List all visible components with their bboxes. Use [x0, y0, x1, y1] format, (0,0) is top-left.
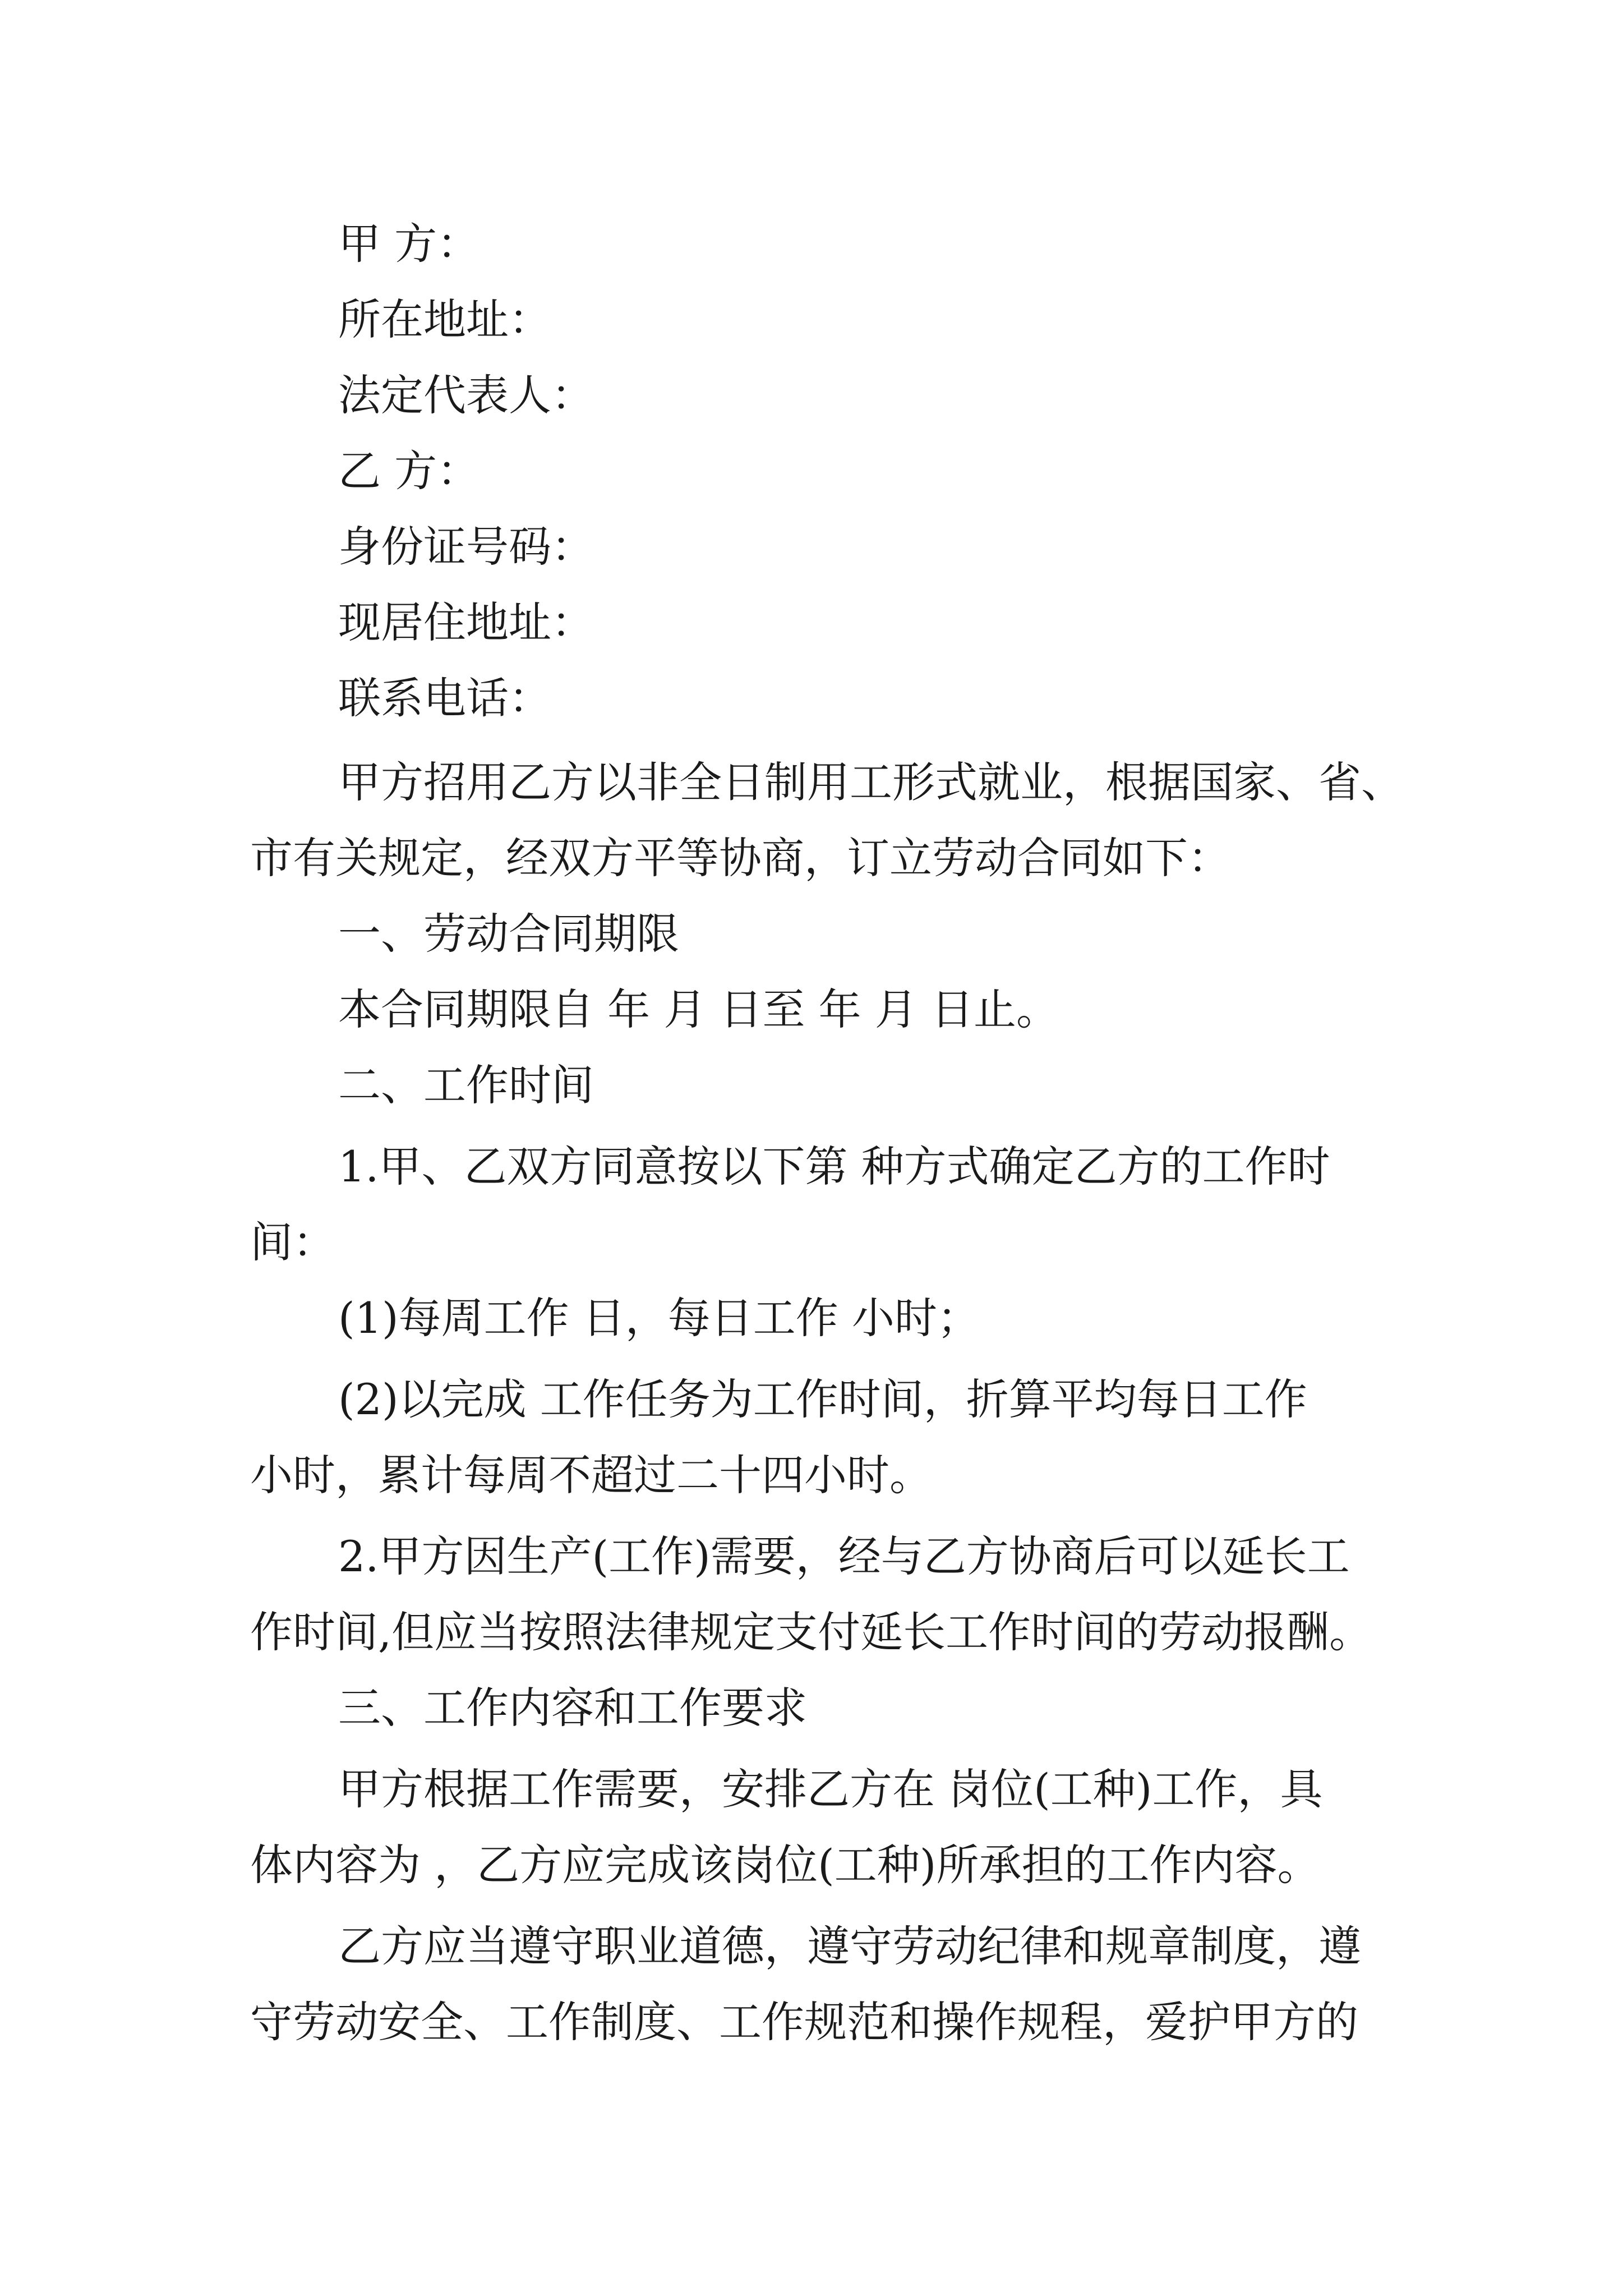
phone-label: 联系电话： — [338, 673, 551, 723]
clause-line: 守劳动安全、工作制度、工作规范和操作规程，爱护甲方的 — [250, 1997, 1358, 2047]
clause-line: 体内容为 ，乙方应完成该岗位(工种)所承担的工作内容。 — [250, 1840, 1320, 1890]
party-a-label: 甲 方： — [338, 219, 480, 269]
legal-representative-label: 法定代表人： — [338, 370, 594, 420]
contract-term-line: 本合同期限自 年 月 日至 年 月 日止。 — [338, 984, 1059, 1034]
current-address-label: 现居住地址： — [338, 597, 594, 647]
section-heading: 三、工作内容和工作要求 — [338, 1683, 807, 1733]
clause-line: 甲方根据工作需要，安排乙方在 岗位(工种)工作，具 — [338, 1764, 1323, 1814]
clause-line: 间： — [250, 1217, 335, 1267]
clause-line: (1)每周工作 日，每日工作 小时； — [338, 1293, 980, 1343]
section-heading: 一、劳动合同期限 — [338, 909, 679, 959]
clause-line: (2)以完成 工作任务为工作时间，折算平均每日工作 — [338, 1374, 1307, 1424]
clause-line: 小时，累计每周不超过二十四小时。 — [250, 1450, 932, 1500]
section-heading: 二、工作时间 — [338, 1060, 594, 1110]
address-label: 所在地址： — [338, 295, 551, 344]
clause-line: 2.甲方因生产(工作)需要，经与乙方协商后可以延长工 — [338, 1531, 1350, 1581]
clause-line: 作时间,但应当按照法律规定支付延长工作时间的劳动报酬。 — [250, 1607, 1372, 1657]
clause-line: 1.甲、乙双方同意按以下第 种方式确定乙方的工作时 — [338, 1142, 1330, 1191]
party-b-label: 乙 方： — [338, 446, 480, 496]
intro-paragraph-line: 甲方招用乙方以非全日制用工形式就业，根据国家、省、 — [338, 757, 1404, 807]
intro-paragraph-line: 市有关规定，经双方平等协商，订立劳动合同如下： — [250, 833, 1230, 883]
clause-line: 乙方应当遵守职业道德，遵守劳动纪律和规章制度，遵 — [338, 1921, 1361, 1971]
id-number-label: 身份证号码： — [338, 522, 594, 572]
